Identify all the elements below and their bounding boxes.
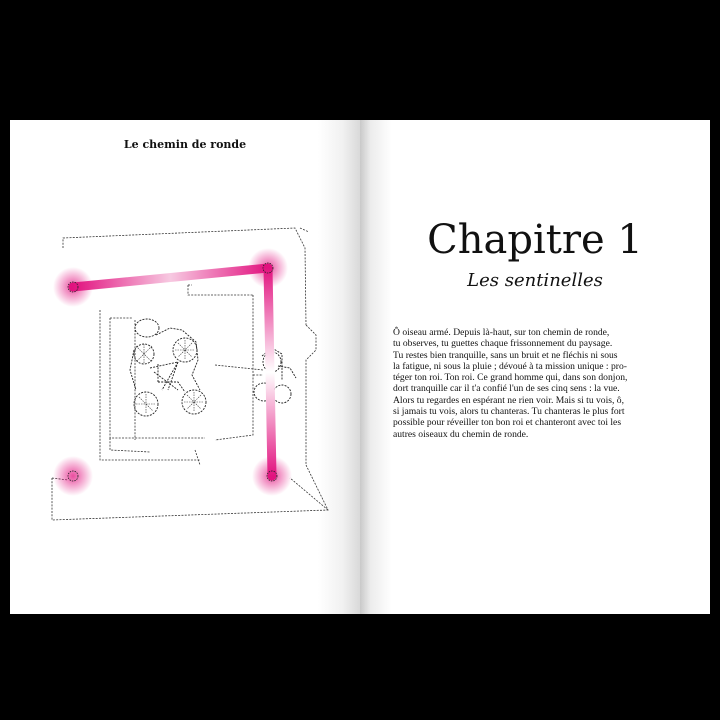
body-line: tu observes, tu guettes chaque frissonnement du paysage. bbox=[393, 338, 613, 350]
body-line: possible pour réveiller ton bon roi et chanteront avec toi les bbox=[393, 417, 622, 429]
chapter-heading: Chapitre 1 bbox=[427, 217, 643, 263]
gatehouse bbox=[254, 348, 296, 403]
body-line: la fatigue, ni sous la pluie ; dévoué à ta mission unique : pro- bbox=[393, 360, 627, 372]
donjon bbox=[130, 319, 206, 416]
body-line: Alors tu regardes en espérant ne rien voir. Mais si tu vois, ô, bbox=[393, 394, 624, 406]
inner-walls bbox=[100, 285, 263, 465]
body-line: autres oiseaux du chemin de ronde. bbox=[393, 428, 529, 440]
chapter-subtitle: Les sentinelles bbox=[467, 270, 603, 291]
chapter-body-text bbox=[393, 327, 655, 440]
body-line: Ô oiseau armé. Depuis là-haut, sur ton chemin de ronde, bbox=[393, 327, 610, 338]
book-spread bbox=[10, 120, 710, 614]
donjon-spokes bbox=[136, 340, 204, 414]
body-line: si jamais tu vois, alors tu chanteras. Tu chanteras le plus fort bbox=[393, 406, 625, 418]
body-line: Tu restes bien tranquille, sans un bruit et ne fléchis ni sous bbox=[393, 349, 618, 361]
left-page bbox=[10, 120, 360, 614]
running-title: Le chemin de ronde bbox=[123, 138, 247, 151]
castle-plan-illustration bbox=[10, 120, 360, 614]
right-page bbox=[360, 120, 710, 614]
body-line: dort tranquille car il t'a confié l'un de ses cinq sens : la vue. bbox=[393, 383, 620, 395]
body-line: téger ton roi. Ton roi. Ce grand homme qui, dans son donjon, bbox=[393, 372, 628, 384]
